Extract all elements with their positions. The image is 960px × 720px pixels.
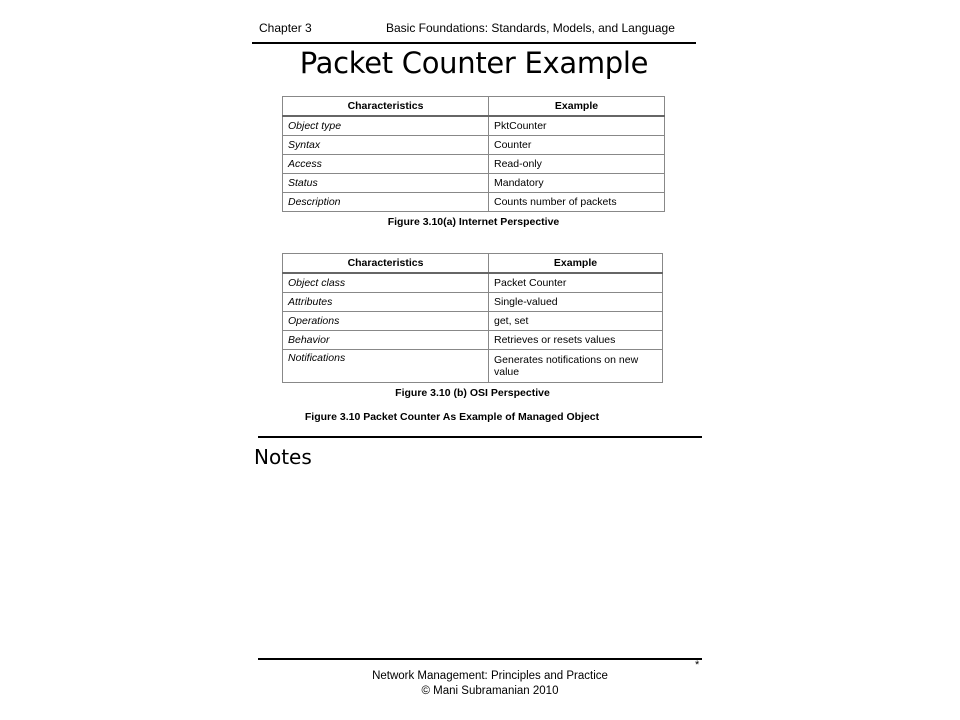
column-header: Characteristics <box>283 97 489 117</box>
column-header: Characteristics <box>283 254 489 274</box>
section-title: Basic Foundations: Standards, Models, and Language <box>386 21 675 35</box>
table-header-row <box>283 97 665 117</box>
example-cell: PktCounter <box>489 116 665 136</box>
footer-rule <box>258 658 702 660</box>
header-rule <box>252 42 696 44</box>
figure-caption-a: Figure 3.10(a) Internet Perspective <box>387 216 560 228</box>
characteristic-cell: Description <box>283 193 489 212</box>
table-row <box>283 273 663 293</box>
characteristic-cell: Object type <box>283 116 489 136</box>
notes-heading: Notes <box>254 445 312 469</box>
footer-line-1: Network Management: Principles and Practice <box>372 670 608 682</box>
characteristic-cell: Access <box>283 155 489 174</box>
example-cell: Retrieves or resets values <box>489 331 663 350</box>
example-cell: Counts number of packets <box>489 193 665 212</box>
notes-rule <box>258 436 702 438</box>
osi-perspective-table <box>282 253 663 383</box>
example-cell: Counter <box>489 136 665 155</box>
characteristic-cell: Behavior <box>283 331 489 350</box>
example-cell: get, set <box>489 312 663 331</box>
example-cell: Read-only <box>489 155 665 174</box>
table-row <box>283 312 663 331</box>
example-cell: Generates notifications on new value <box>489 350 663 383</box>
page-title: Packet Counter Example <box>299 46 649 80</box>
figure-caption: Figure 3.10 Packet Counter As Example of Managed Object <box>304 411 600 423</box>
characteristic-cell: Object class <box>283 273 489 293</box>
internet-perspective-table <box>282 96 665 212</box>
column-header: Example <box>489 97 665 117</box>
slide-mark: * <box>695 659 700 671</box>
table-row <box>283 136 665 155</box>
column-header: Example <box>489 254 663 274</box>
table-row <box>283 116 665 136</box>
characteristic-cell: Operations <box>283 312 489 331</box>
figure-caption-b: Figure 3.10 (b) OSI Perspective <box>395 387 550 399</box>
example-cell: Packet Counter <box>489 273 663 293</box>
footer-line-2: © Mani Subramanian 2010 <box>421 685 559 697</box>
example-cell: Mandatory <box>489 174 665 193</box>
table-row <box>283 155 665 174</box>
example-cell: Single-valued <box>489 293 663 312</box>
characteristic-cell: Syntax <box>283 136 489 155</box>
table-row <box>283 193 665 212</box>
table-row <box>283 350 663 383</box>
characteristic-cell: Notifications <box>283 350 489 383</box>
table-header-row <box>283 254 663 274</box>
characteristic-cell: Status <box>283 174 489 193</box>
characteristic-cell: Attributes <box>283 293 489 312</box>
chapter-label: Chapter 3 <box>259 21 312 35</box>
table-row <box>283 174 665 193</box>
table-row <box>283 331 663 350</box>
table-row <box>283 293 663 312</box>
